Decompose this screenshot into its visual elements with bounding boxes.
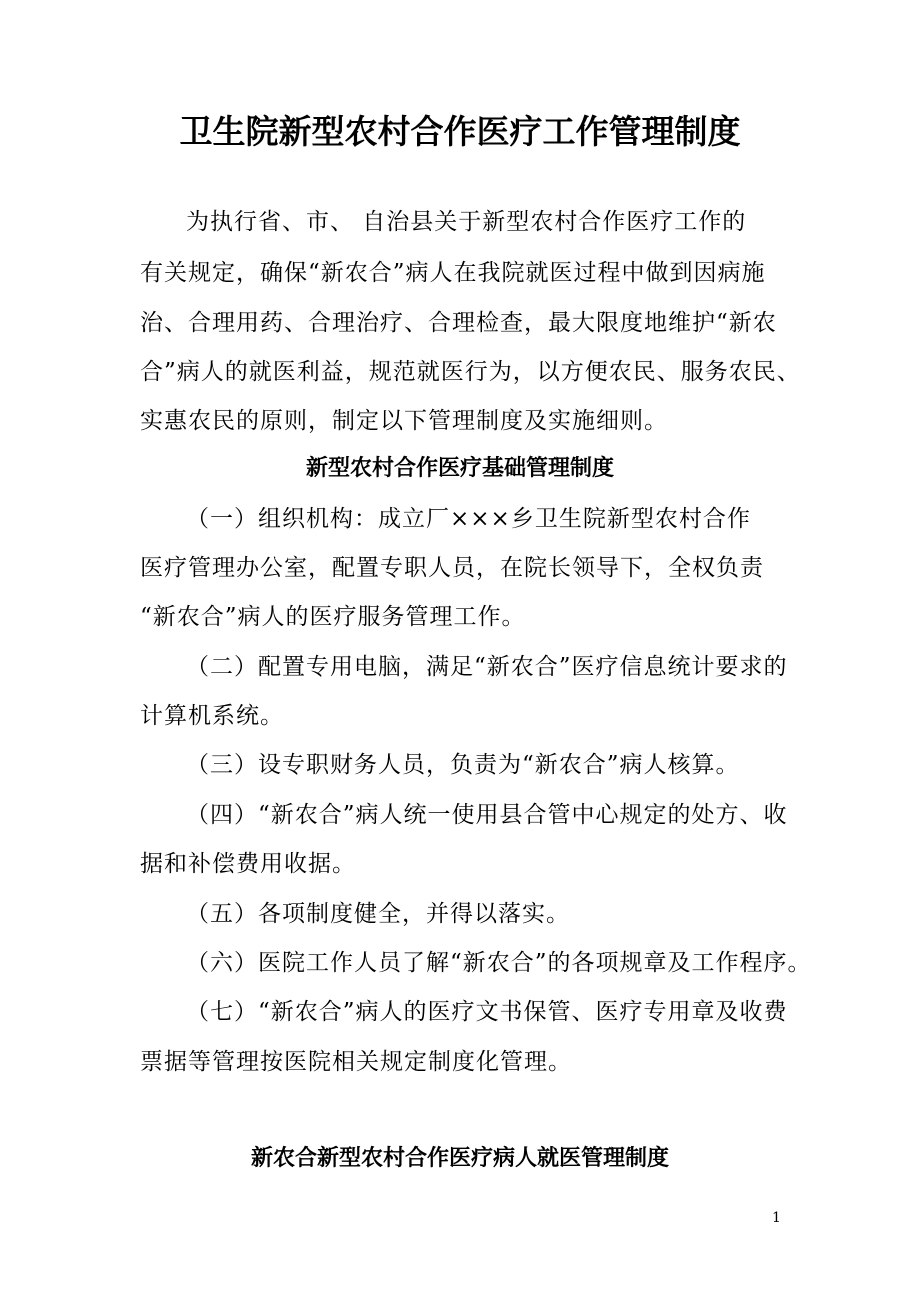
item-line-9: （五）各项制度健全，并得以落实。: [186, 901, 570, 927]
item-line-8: 据和补偿费用收据。: [140, 851, 356, 877]
document-title: 卫生院新型农村合作医疗工作管理制度: [179, 112, 741, 151]
item-line-12: 票据等管理按医院相关规定制度化管理。: [140, 1049, 572, 1075]
intro-line-4: 合”病人的就医利益，规范就医行为，以方便农民、服务农民、: [140, 359, 801, 385]
item-line-2: 医疗管理办公室，配置专职人员，在院长领导下，全权负责: [140, 555, 764, 581]
intro-line-3: 治、合理用药、合理治疗、合理检查，最大限度地维护“新农: [140, 310, 777, 336]
page-number: 1: [772, 1210, 781, 1226]
item-line-5: 计算机系统。: [140, 703, 284, 729]
item-line-10: （六）医院工作人员了解“新农合”的各项规章及工作程序。: [186, 950, 812, 976]
section-heading-basic: 新型农村合作医疗基础管理制度: [305, 455, 614, 481]
section-heading-patient: 新农合新型农村合作医疗病人就医管理制度: [250, 1145, 669, 1171]
item-line-7: （四）“新农合”病人统一使用县合管中心规定的处方、收: [186, 802, 788, 828]
item-line-11: （七）“新农合”病人的医疗文书保管、医疗专用章及收费: [186, 999, 788, 1025]
intro-line-1: 为执行省、市、 自治县关于新型农村合作医疗工作的: [186, 209, 747, 235]
item-line-4: （二）配置专用电脑，满足“新农合”医疗信息统计要求的: [186, 654, 788, 680]
item-line-6: （三）设专职财务人员，负责为“新农合”病人核算。: [186, 752, 740, 778]
item-line-1: （一）组织机构：成立厂×××乡卫生院新型农村合作: [186, 506, 751, 532]
intro-line-5: 实惠农民的原则，制定以下管理制度及实施细则。: [140, 408, 668, 434]
item-line-3: “新农合”病人的医疗服务管理工作。: [140, 604, 526, 630]
intro-line-2: 有关规定，确保“新农合”病人在我院就医过程中做到因病施: [140, 260, 766, 286]
